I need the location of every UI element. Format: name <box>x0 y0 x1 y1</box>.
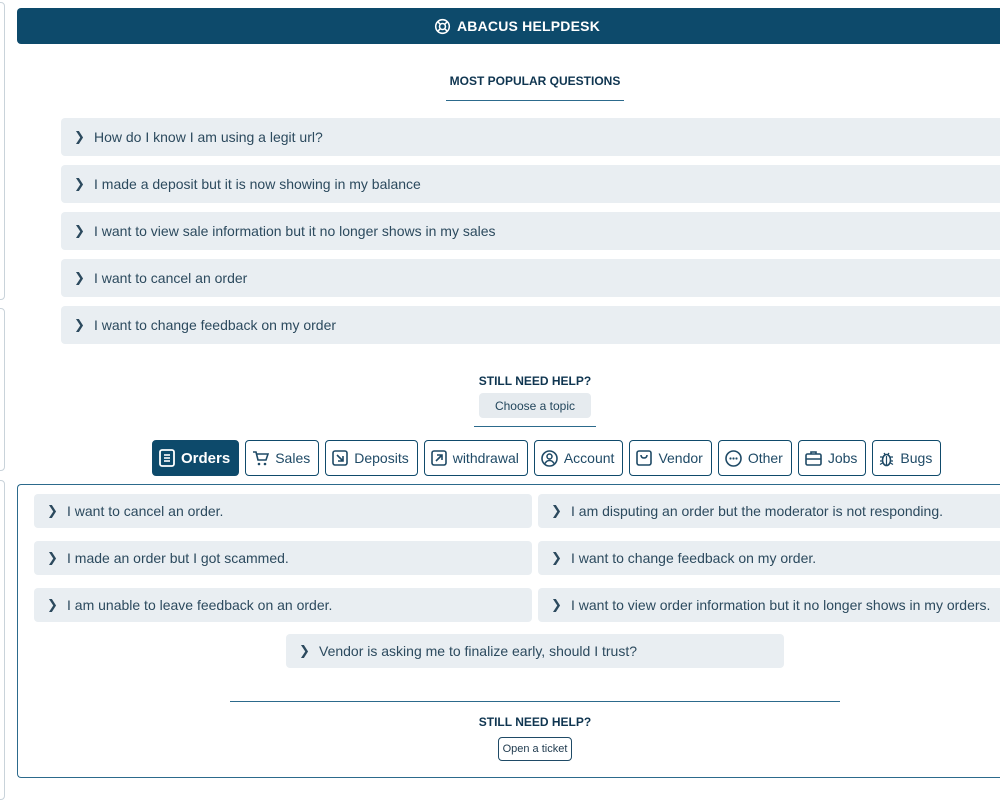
faq-item-label: I want to cancel an order <box>94 270 248 286</box>
tab-label: Vendor <box>658 450 703 466</box>
tab-label: Account <box>563 450 615 466</box>
chevron-right-icon: ❯ <box>47 503 58 518</box>
order-question-label: I want to cancel an order. <box>67 503 224 519</box>
chevron-right-icon: ❯ <box>551 597 562 612</box>
tab-deposits[interactable] <box>325 440 417 476</box>
tab-vendor[interactable] <box>629 440 711 476</box>
tab-other[interactable] <box>718 440 792 476</box>
order-question-label: I want to change feedback on my order. <box>571 550 817 566</box>
helpdesk-header <box>17 8 1000 44</box>
tab-label: Deposits <box>354 450 409 466</box>
bug-icon <box>879 450 894 467</box>
tab-orders[interactable] <box>152 440 239 476</box>
tab-label: Jobs <box>827 450 858 466</box>
tab-account[interactable] <box>534 440 624 476</box>
tab-label: Sales <box>275 450 311 466</box>
popular-heading-rule <box>446 100 624 101</box>
still-need-help-heading: STILL NEED HELP? <box>478 374 592 388</box>
chevron-right-icon: ❯ <box>47 550 58 565</box>
topic-tabs <box>152 440 941 476</box>
order-question-label: I am disputing an order but the moderator is not responding. <box>571 503 943 519</box>
faq-item-label: I made a deposit but it is now showing in my balance <box>94 176 421 192</box>
order-question-label: Vendor is asking me to finalize early, should I trust? <box>319 643 638 659</box>
order-question[interactable] <box>538 541 1000 575</box>
faq-item[interactable] <box>61 259 1000 297</box>
chevron-right-icon: ❯ <box>74 129 85 144</box>
tab-jobs[interactable] <box>798 440 867 476</box>
faq-item-label: I want to view sale information but it no longer shows in my sales <box>94 223 496 239</box>
open-ticket-button[interactable]: Open a ticket <box>498 737 572 761</box>
bag-icon <box>636 450 652 466</box>
more-circle-icon <box>725 450 742 467</box>
order-question[interactable] <box>538 588 1000 622</box>
left-panel-fragment-1 <box>0 2 5 300</box>
order-question-label: I want to view order information but it no longer shows in my orders. <box>571 597 991 613</box>
chevron-right-icon: ❯ <box>551 550 562 565</box>
chevron-right-icon: ❯ <box>74 223 85 238</box>
chevron-right-icon: ❯ <box>551 503 562 518</box>
order-question-label: I made an order but I got scammed. <box>67 550 289 566</box>
order-question[interactable] <box>538 494 1000 528</box>
faq-item-label: I want to change feedback on my order <box>94 317 337 333</box>
cart-icon <box>252 450 269 466</box>
tab-label: Bugs <box>900 450 933 466</box>
choose-topic-rule <box>474 426 596 427</box>
faq-item[interactable] <box>61 306 1000 344</box>
faq-item[interactable] <box>61 165 1000 203</box>
header-title: ABACUS HELPDESK <box>456 18 600 34</box>
chevron-right-icon: ❯ <box>74 270 85 285</box>
tab-sales[interactable] <box>245 440 319 476</box>
arrow-down-right-icon <box>332 450 348 466</box>
chevron-right-icon: ❯ <box>47 597 58 612</box>
orders-panel <box>17 484 1000 778</box>
tab-label: withdrawal <box>452 450 519 466</box>
tab-bugs[interactable] <box>872 440 941 476</box>
arrow-up-right-icon <box>431 450 447 466</box>
chevron-right-icon: ❯ <box>74 317 85 332</box>
popular-heading: MOST POPULAR QUESTIONS <box>449 74 621 88</box>
order-question[interactable] <box>34 588 532 622</box>
tab-label: Other <box>747 450 783 466</box>
left-panel-fragment-2 <box>0 308 5 471</box>
user-circle-icon <box>541 450 558 467</box>
choose-topic-button[interactable]: Choose a topic <box>479 393 591 418</box>
tab-label: Orders <box>181 449 231 467</box>
document-list-icon <box>159 449 175 467</box>
orders-help-heading: STILL NEED HELP? <box>478 715 592 729</box>
chevron-right-icon: ❯ <box>299 643 310 658</box>
faq-item[interactable] <box>61 118 1000 156</box>
order-question[interactable] <box>34 541 532 575</box>
order-question[interactable] <box>34 494 532 528</box>
left-panel-fragment-3 <box>0 480 5 800</box>
tab-withdrawal[interactable] <box>424 440 528 476</box>
lifebuoy-icon <box>434 18 451 35</box>
chevron-right-icon: ❯ <box>74 176 85 191</box>
orders-divider <box>230 701 840 702</box>
faq-item-label: How do I know I am using a legit url? <box>94 129 323 145</box>
faq-item[interactable] <box>61 212 1000 250</box>
briefcase-icon <box>805 450 822 466</box>
order-question-label: I am unable to leave feedback on an order. <box>67 597 333 613</box>
order-question[interactable] <box>286 634 784 668</box>
